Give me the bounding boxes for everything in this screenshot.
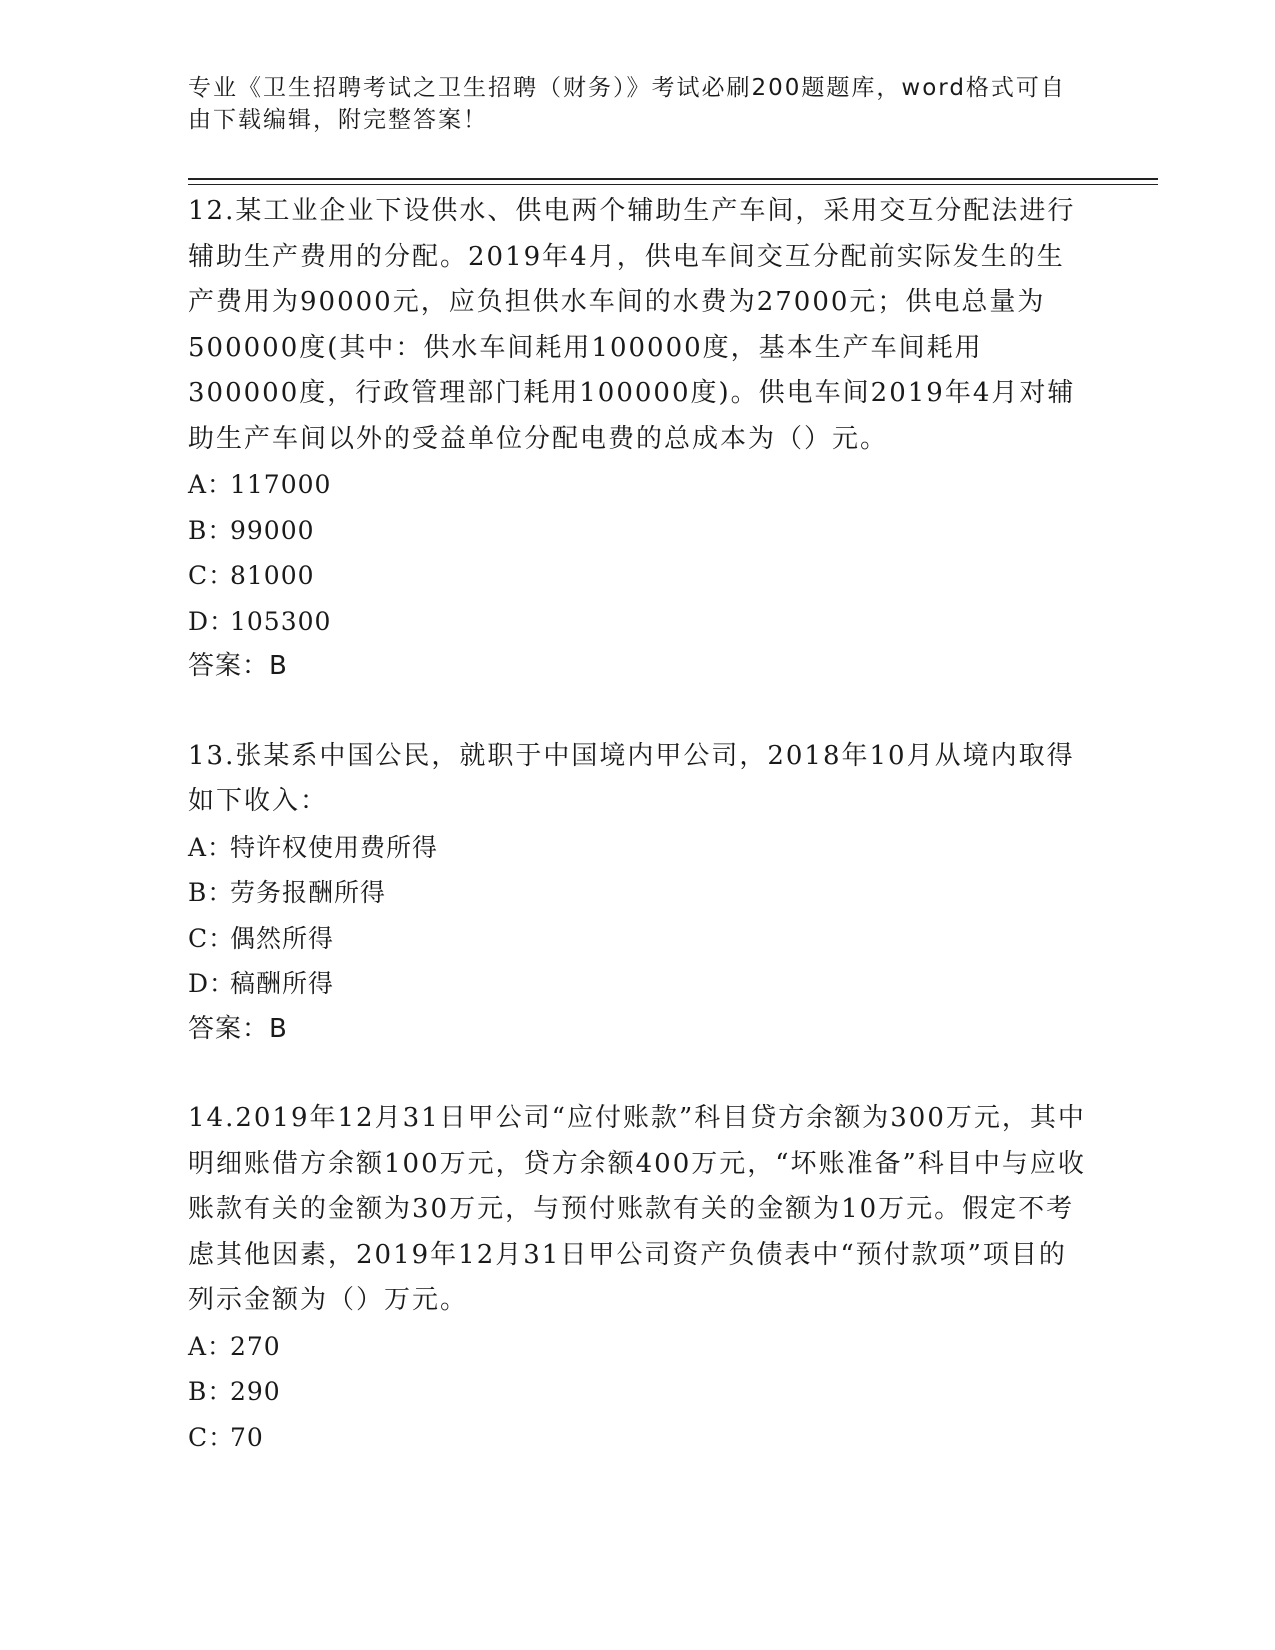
option-c xyxy=(188,916,1088,962)
document-header: 专业《卫生招聘考试之卫生招聘（财务）》考试必刷200题题库，word格式可自由下载编辑，附完整答案！ xyxy=(188,75,1066,133)
option-label: D： xyxy=(188,969,236,998)
answer-line: 答案：B xyxy=(188,1013,288,1044)
option-label: C： xyxy=(188,561,235,590)
answer-line: 答案：B xyxy=(188,651,288,681)
option-b xyxy=(188,870,1088,916)
option-b xyxy=(188,508,1088,554)
question-stem: 12.某工业企业下设供水、供电两个辅助生产车间，采用交互分配法进行辅助生产费用的分配。2019年4月，供电车间交互分配前实际发生的生产费用为90000元，应负担供水车间的水费为27000元；供电总量为500000度(其中：供水车间耗用100000度，基本生产车间耗用300000度，行政管理部门耗用100000度)。供电车间2019年4月对辅助生产车间以外的受益单位分配电费的总成本为（）元。 xyxy=(188,196,1076,454)
option-d xyxy=(188,961,1088,1007)
option-label: A： xyxy=(188,470,234,499)
question-14 xyxy=(188,1096,1088,1460)
option-text: 270 xyxy=(230,1331,281,1361)
question-stem: 13.张某系中国公民，就职于中国境内甲公司，2018年10月从境内取得如下收入： xyxy=(188,740,1075,816)
question-13 xyxy=(188,734,1088,1053)
option-text: 99000 xyxy=(230,515,315,545)
question-list xyxy=(188,189,1088,1504)
question-12 xyxy=(188,189,1088,690)
option-label: C： xyxy=(188,923,235,953)
option-text: 70 xyxy=(230,1422,264,1452)
option-a xyxy=(188,462,1088,508)
option-label: D： xyxy=(188,606,236,636)
option-text: 劳务报酬所得 xyxy=(230,878,387,907)
option-label: A： xyxy=(188,832,234,862)
option-label: B： xyxy=(188,1377,234,1406)
option-text: 117000 xyxy=(230,470,332,499)
option-text: 特许权使用费所得 xyxy=(230,832,439,862)
header-divider-thin xyxy=(188,184,1158,185)
question-stem: 14.2019年12月31日甲公司“应付账款”科目贷方余额为300万元，其中明细账借方余额100万元，贷方余额400万元，“坏账准备”科目中与应收账款有关的金额为30万元，与预付账款有关的金额为10万元。假定不考虑其他因素，2019年12月31日甲公司资产负债表中“预付款项”项目的列示金额为（）万元。 xyxy=(188,1103,1086,1315)
option-label: C： xyxy=(188,1422,235,1452)
option-c xyxy=(188,1415,1088,1461)
option-text: 偶然所得 xyxy=(230,923,335,953)
option-c xyxy=(188,553,1088,599)
option-d xyxy=(188,599,1088,645)
option-text: 105300 xyxy=(230,606,332,636)
option-label: B： xyxy=(188,878,234,907)
option-label: A： xyxy=(188,1331,234,1361)
option-text: 81000 xyxy=(230,561,315,590)
option-a xyxy=(188,1324,1088,1370)
option-a xyxy=(188,825,1088,871)
header-divider-thick xyxy=(188,178,1158,180)
option-label: B： xyxy=(188,515,234,545)
option-text: 290 xyxy=(230,1377,281,1406)
option-text: 稿酬所得 xyxy=(230,969,335,998)
option-b xyxy=(188,1369,1088,1415)
